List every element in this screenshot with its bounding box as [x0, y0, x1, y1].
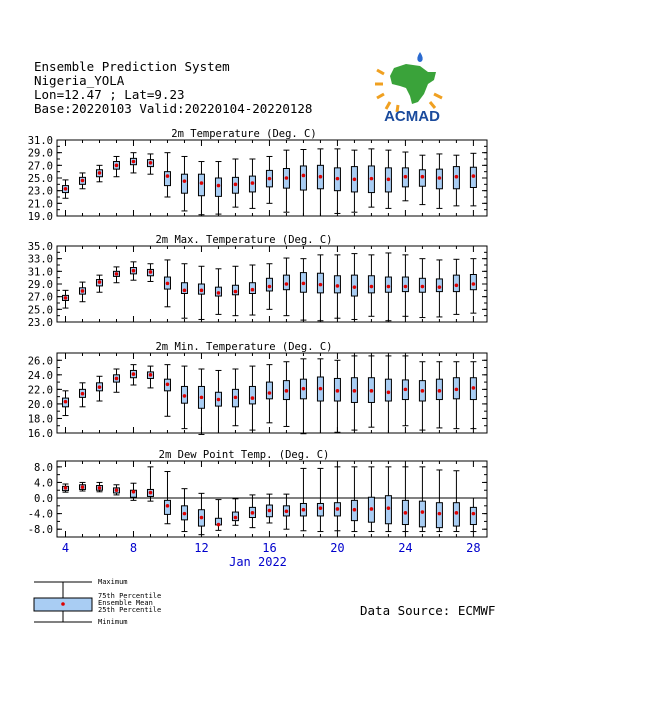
mean-dot — [336, 284, 340, 288]
mean-dot — [132, 160, 136, 164]
mean-dot — [132, 269, 136, 273]
iqr-box — [470, 507, 476, 524]
x-tick-label: 8 — [129, 541, 138, 555]
mean-dot — [251, 396, 255, 400]
legend-p75-label: 75th Percentile — [98, 592, 162, 600]
mean-dot — [183, 289, 187, 293]
panel-title: 2m Min. Temperature (Deg. C) — [155, 341, 333, 353]
y-tick-label: 0.0 — [34, 493, 53, 506]
mean-dot — [183, 394, 187, 398]
y-tick-label: 31.0 — [27, 135, 53, 147]
iqr-box — [419, 501, 425, 527]
mean-dot — [387, 285, 391, 289]
mean-dot — [438, 176, 442, 180]
y-tick-label: 29.0 — [27, 147, 53, 160]
mean-dot — [472, 282, 476, 286]
legend-mean-dot — [61, 602, 65, 606]
iqr-box — [198, 174, 204, 196]
logo-text: ACMAD — [384, 108, 440, 124]
y-tick-label: 27.0 — [27, 291, 53, 304]
mean-dot — [64, 296, 68, 300]
mean-dot — [81, 179, 85, 183]
mean-dot — [370, 389, 374, 393]
x-tick-label: 4 — [61, 541, 70, 555]
y-tick-label: 26.0 — [27, 355, 53, 368]
mean-dot — [149, 270, 153, 274]
mean-dot — [472, 386, 476, 390]
mean-dot — [251, 288, 255, 292]
mean-dot — [149, 491, 153, 495]
mean-dot — [336, 507, 340, 511]
mean-dot — [336, 177, 340, 181]
mean-dot — [98, 171, 102, 175]
iqr-box — [181, 174, 187, 193]
mean-dot — [353, 285, 357, 289]
mean-dot — [132, 372, 136, 376]
legend-maximum-label: Maximum — [98, 578, 128, 586]
mean-dot — [64, 400, 68, 404]
mean-dot — [200, 181, 204, 185]
y-tick-label: 4.0 — [34, 477, 53, 490]
mean-dot — [370, 285, 374, 289]
mean-dot — [404, 388, 408, 392]
mean-dot — [166, 382, 170, 386]
iqr-box — [249, 386, 255, 403]
iqr-box — [385, 277, 391, 292]
mean-dot — [472, 512, 476, 516]
mean-dot — [115, 164, 119, 168]
mean-dot — [319, 283, 323, 287]
y-tick-label: 23.0 — [27, 185, 53, 198]
y-tick-label: 29.0 — [27, 279, 53, 291]
iqr-box — [402, 277, 408, 292]
x-axis-label: Jan 2022 — [229, 555, 287, 569]
mean-dot — [438, 512, 442, 516]
mean-dot — [421, 510, 425, 514]
mean-dot — [251, 181, 255, 185]
mean-dot — [98, 280, 102, 284]
mean-dot — [455, 511, 459, 515]
mean-dot — [217, 291, 221, 295]
y-tick-label: 35.0 — [27, 241, 53, 253]
mean-dot — [353, 389, 357, 393]
iqr-box — [436, 279, 442, 292]
iqr-box — [300, 166, 306, 190]
x-tick-label: 28 — [466, 541, 481, 555]
mean-dot — [149, 161, 153, 165]
mean-dot — [455, 175, 459, 179]
iqr-box — [470, 275, 476, 290]
mean-dot — [285, 282, 289, 286]
y-tick-label: 22.0 — [27, 384, 53, 397]
mean-dot — [81, 392, 85, 396]
legend — [30, 578, 270, 630]
mean-dot — [387, 390, 391, 394]
mean-dot — [183, 512, 187, 516]
mean-dot — [268, 177, 272, 181]
iqr-box — [385, 379, 391, 401]
mean-dot — [285, 389, 289, 393]
mean-dot — [166, 504, 170, 508]
mean-dot — [183, 179, 187, 183]
mean-dot — [251, 511, 255, 515]
mean-dot — [421, 285, 425, 289]
panel-title: 2m Temperature (Deg. C) — [171, 128, 317, 140]
mean-dot — [336, 389, 340, 393]
data-source: Data Source: ECMWF — [360, 603, 496, 618]
mean-dot — [98, 486, 102, 490]
mean-dot — [166, 282, 170, 286]
mean-dot — [200, 516, 204, 520]
mean-dot — [455, 283, 459, 287]
y-tick-label: 33.0 — [27, 253, 53, 266]
mean-dot — [217, 398, 221, 402]
mean-dot — [268, 391, 272, 395]
x-tick-label: 16 — [262, 541, 277, 555]
y-tick-label: -8.0 — [27, 524, 53, 537]
mean-dot — [98, 385, 102, 389]
mean-dot — [81, 289, 85, 293]
y-tick-label: 18.0 — [27, 413, 53, 426]
header-title: Ensemble Prediction System — [34, 59, 230, 74]
panel-title: 2m Max. Temperature (Deg. C) — [155, 234, 333, 246]
mean-dot — [115, 377, 119, 381]
mean-dot — [302, 282, 306, 286]
legend-p25-label: 25th Percentile — [98, 606, 162, 614]
mean-dot — [81, 485, 85, 489]
y-tick-label: 31.0 — [27, 266, 53, 279]
mean-dot — [234, 396, 238, 400]
mean-dot — [370, 177, 374, 181]
mean-dot — [64, 486, 68, 490]
mean-dot — [200, 289, 204, 293]
mean-dot — [115, 488, 119, 492]
mean-dot — [404, 175, 408, 179]
mean-dot — [234, 290, 238, 294]
iqr-box — [266, 382, 272, 399]
x-tick-label: 20 — [330, 541, 345, 555]
mean-dot — [404, 511, 408, 515]
panel-title: 2m Dew Point Temp. (Deg. C) — [158, 449, 330, 461]
header-dates: Base:20220103 Valid:20220104-20220128 — [34, 101, 313, 116]
mean-dot — [438, 285, 442, 289]
header-coordinates: Lon=12.47 ; Lat=9.23 — [34, 87, 185, 102]
y-tick-label: 16.0 — [27, 428, 53, 440]
mean-dot — [421, 175, 425, 179]
mean-dot — [455, 388, 459, 392]
y-tick-label: 24.0 — [27, 369, 53, 382]
mean-dot — [268, 509, 272, 513]
mean-dot — [472, 174, 476, 178]
mean-dot — [285, 509, 289, 513]
mean-dot — [421, 389, 425, 393]
legend-mean-label: Ensemble Mean — [98, 599, 153, 607]
mean-dot — [353, 177, 357, 181]
mean-dot — [268, 285, 272, 289]
mean-dot — [217, 184, 221, 188]
y-tick-label: 25.0 — [27, 173, 53, 185]
mean-dot — [370, 507, 374, 511]
mean-dot — [319, 506, 323, 510]
y-tick-label: -4.0 — [27, 508, 53, 521]
y-tick-label: 19.0 — [27, 211, 53, 223]
mean-dot — [387, 177, 391, 181]
iqr-box — [266, 278, 272, 291]
mean-dot — [302, 508, 306, 512]
y-tick-label: 8.0 — [34, 461, 53, 474]
mean-dot — [387, 506, 391, 510]
mean-dot — [200, 396, 204, 400]
mean-dot — [353, 508, 357, 512]
mean-dot — [302, 174, 306, 178]
legend-minimum-label: Minimum — [98, 618, 128, 626]
y-tick-label: 27.0 — [27, 160, 53, 173]
mean-dot — [234, 516, 238, 520]
mean-dot — [404, 285, 408, 289]
mean-dot — [166, 174, 170, 178]
mean-dot — [64, 187, 68, 191]
x-tick-label: 12 — [194, 541, 209, 555]
mean-dot — [149, 373, 153, 377]
y-tick-label: 21.0 — [27, 198, 53, 211]
mean-dot — [319, 387, 323, 391]
mean-dot — [438, 389, 442, 393]
mean-dot — [302, 387, 306, 391]
iqr-box — [453, 275, 459, 291]
mean-dot — [285, 176, 289, 180]
y-tick-label: 20.0 — [27, 398, 53, 411]
iqr-box — [368, 276, 374, 293]
mean-dot — [319, 175, 323, 179]
x-tick-label: 24 — [398, 541, 413, 555]
y-tick-label: 25.0 — [27, 304, 53, 317]
mean-dot — [132, 490, 136, 494]
mean-dot — [234, 183, 238, 187]
y-tick-label: 23.0 — [27, 317, 53, 329]
mean-dot — [115, 272, 119, 276]
header-station: Nigeria_YOLA — [34, 73, 125, 88]
iqr-box — [164, 172, 170, 186]
mean-dot — [217, 523, 221, 527]
